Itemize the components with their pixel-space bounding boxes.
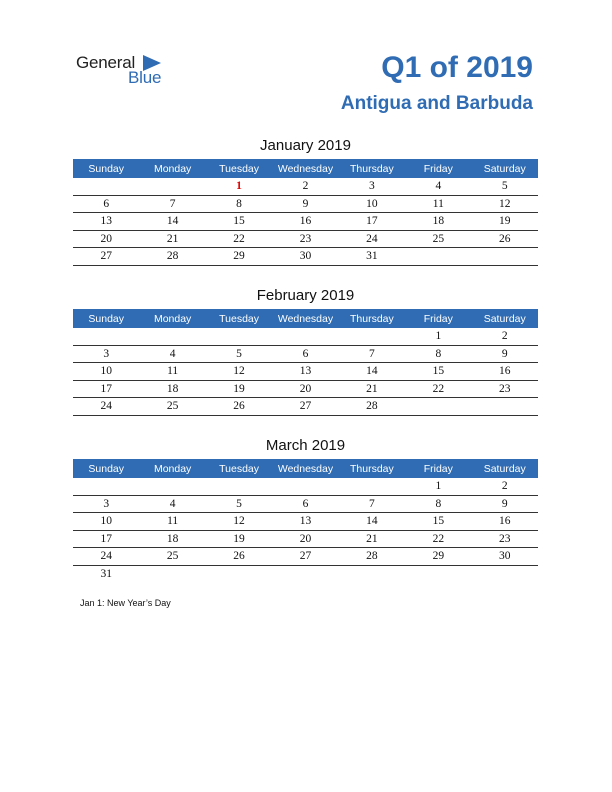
day-cell: 26 xyxy=(498,232,511,245)
week-row xyxy=(73,398,538,416)
day-cell: 11 xyxy=(432,197,444,210)
weekday-label: Wednesday xyxy=(277,162,334,175)
week-row xyxy=(73,178,538,196)
day-cell: 20 xyxy=(299,532,312,545)
week-row xyxy=(73,346,538,364)
day-cell: 7 xyxy=(369,497,375,510)
day-cell: 9 xyxy=(501,497,508,510)
month-calendar xyxy=(73,287,538,416)
day-cell: 26 xyxy=(233,400,245,413)
day-cell: 25 xyxy=(166,550,179,563)
day-cell: 10 xyxy=(366,197,378,210)
weekday-label: Monday xyxy=(153,462,192,475)
day-cell: 19 xyxy=(233,532,245,545)
day-cell: 2 xyxy=(501,480,508,493)
week-row xyxy=(73,548,538,566)
week-row xyxy=(73,496,538,514)
day-cell: 14 xyxy=(366,365,378,378)
day-cell: 3 xyxy=(369,180,375,193)
month-calendar xyxy=(73,137,538,266)
weekday-header xyxy=(73,459,538,478)
day-cell: 2 xyxy=(302,180,309,193)
day-cell: 24 xyxy=(366,232,378,245)
day-cell: 4 xyxy=(169,497,176,510)
day-cell: 6 xyxy=(302,497,309,510)
day-cell: 11 xyxy=(167,365,179,378)
day-cell: 17 xyxy=(100,382,112,395)
day-cell: 15 xyxy=(432,515,445,528)
day-cell: 5 xyxy=(236,497,242,510)
weekday-label: Thursday xyxy=(350,462,394,475)
week-row xyxy=(73,248,538,266)
weekday-label: Friday xyxy=(423,462,453,475)
weekday-label: Tuesday xyxy=(219,462,259,475)
day-cell: 3 xyxy=(103,347,110,360)
day-cell: 18 xyxy=(166,382,179,395)
weekday-label: Monday xyxy=(153,162,192,175)
day-cell: 8 xyxy=(435,497,442,510)
weekday-label: Sunday xyxy=(88,162,125,175)
day-cell: 24 xyxy=(100,400,112,413)
country-subtitle: Antigua and Barbuda xyxy=(340,93,533,114)
weekday-label: Thursday xyxy=(350,312,394,325)
day-cell: 5 xyxy=(236,347,242,360)
day-cell: 14 xyxy=(366,515,378,528)
day-cell: 13 xyxy=(299,515,312,528)
day-cell: 21 xyxy=(366,532,378,545)
day-cell: 5 xyxy=(501,180,508,193)
day-cell: 20 xyxy=(299,382,312,395)
day-cell: 31 xyxy=(366,250,378,263)
weekday-label: Wednesday xyxy=(277,312,334,325)
day-cell: 12 xyxy=(233,515,245,528)
week-row xyxy=(73,566,538,584)
weekday-label: Tuesday xyxy=(219,162,259,175)
weekday-label: Saturday xyxy=(483,462,526,475)
day-cell: 17 xyxy=(100,532,112,545)
day-cell: 24 xyxy=(100,550,112,563)
day-cell: 22 xyxy=(432,382,445,395)
day-cell: 16 xyxy=(299,215,312,228)
week-row xyxy=(73,213,538,231)
day-cell: 16 xyxy=(498,365,511,378)
day-cell: 9 xyxy=(302,197,309,210)
day-cell: 16 xyxy=(498,515,511,528)
day-cell: 14 xyxy=(166,215,179,228)
weekday-label: Sunday xyxy=(88,462,125,475)
day-cell: 21 xyxy=(366,382,378,395)
day-cell: 28 xyxy=(166,250,179,263)
day-cell: 7 xyxy=(169,197,176,210)
day-cell: 28 xyxy=(366,400,378,413)
month-title: March 2019 xyxy=(265,437,346,454)
day-cell: 23 xyxy=(498,532,511,545)
day-cell: 19 xyxy=(498,215,511,228)
day-cell: 29 xyxy=(432,550,445,563)
weekday-header xyxy=(73,159,538,178)
day-cell: 4 xyxy=(169,347,176,360)
day-cell: 30 xyxy=(498,550,511,563)
holiday-note: Jan 1: New Year’s Day xyxy=(80,598,171,608)
week-row xyxy=(73,231,538,249)
day-cell: 2 xyxy=(501,330,508,343)
day-cell: 1 xyxy=(236,180,242,193)
day-cell: 6 xyxy=(103,197,110,210)
general-blue-logo xyxy=(76,53,176,87)
weekday-label: Saturday xyxy=(483,162,526,175)
week-row xyxy=(73,531,538,549)
day-cell: 22 xyxy=(233,232,245,245)
logo-word-blue: Blue xyxy=(128,68,162,87)
page-title: Q1 of 2019 xyxy=(381,51,533,84)
day-cell: 27 xyxy=(100,250,112,263)
week-row xyxy=(73,478,538,496)
day-cell: 25 xyxy=(432,232,445,245)
day-cell: 18 xyxy=(432,215,445,228)
day-cell: 4 xyxy=(435,180,442,193)
day-cell: 3 xyxy=(103,497,110,510)
day-cell: 13 xyxy=(299,365,312,378)
day-cell: 13 xyxy=(100,215,112,228)
day-cell: 12 xyxy=(498,197,511,210)
day-cell: 27 xyxy=(299,400,312,413)
day-cell: 30 xyxy=(299,250,312,263)
weekday-label: Friday xyxy=(423,312,453,325)
weekday-header xyxy=(73,309,538,328)
day-cell: 20 xyxy=(100,232,112,245)
day-cell: 26 xyxy=(233,550,245,563)
day-cell: 9 xyxy=(501,347,508,360)
weekday-label: Thursday xyxy=(350,162,394,175)
weekday-label: Monday xyxy=(153,312,192,325)
day-cell: 21 xyxy=(166,232,179,245)
day-cell: 8 xyxy=(435,347,442,360)
week-row xyxy=(73,196,538,214)
day-cell: 28 xyxy=(366,550,378,563)
day-cell: 17 xyxy=(366,215,378,228)
weekday-label: Friday xyxy=(423,162,453,175)
day-cell: 12 xyxy=(233,365,245,378)
month-title: February 2019 xyxy=(256,287,355,304)
day-cell: 8 xyxy=(236,197,242,210)
weekday-label: Tuesday xyxy=(219,312,259,325)
day-cell: 10 xyxy=(100,365,112,378)
day-cell: 7 xyxy=(369,347,375,360)
day-cell: 1 xyxy=(435,480,442,493)
day-cell: 22 xyxy=(432,532,445,545)
week-row xyxy=(73,363,538,381)
month-title: January 2019 xyxy=(260,137,351,154)
weekday-label: Sunday xyxy=(88,312,125,325)
day-cell: 25 xyxy=(166,400,179,413)
day-cell: 29 xyxy=(233,250,245,263)
day-cell: 15 xyxy=(233,215,245,228)
day-cell: 31 xyxy=(100,568,112,581)
week-row xyxy=(73,328,538,346)
day-cell: 19 xyxy=(233,382,245,395)
day-cell: 23 xyxy=(299,232,312,245)
day-cell: 1 xyxy=(435,330,442,343)
weekday-label: Saturday xyxy=(483,312,526,325)
week-row xyxy=(73,513,538,531)
weekday-label: Wednesday xyxy=(277,462,334,475)
month-calendar xyxy=(73,437,538,583)
day-cell: 10 xyxy=(100,515,112,528)
day-cell: 18 xyxy=(166,532,179,545)
day-cell: 15 xyxy=(432,365,445,378)
day-cell: 11 xyxy=(167,515,179,528)
day-cell: 27 xyxy=(299,550,312,563)
day-cell: 6 xyxy=(302,347,309,360)
week-row xyxy=(73,381,538,399)
day-cell: 23 xyxy=(498,382,511,395)
logo-word-general: General xyxy=(76,53,136,72)
